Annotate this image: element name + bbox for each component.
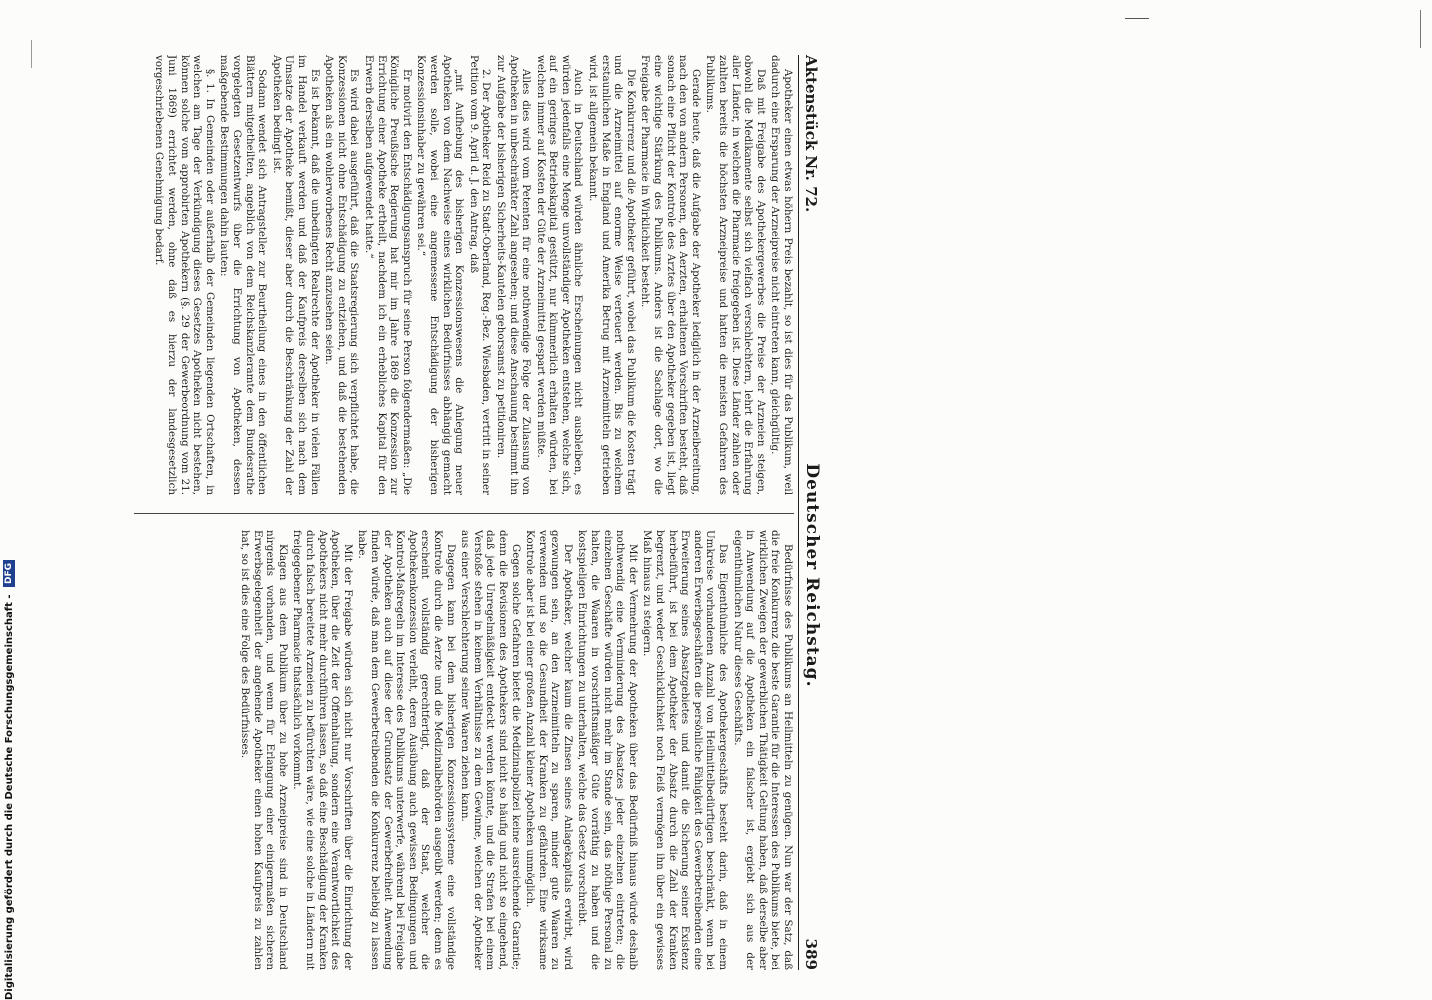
paragraph: Mit der Freigabe würden sich nicht nur Vorschriften über die Einrichtung der Apotheken, über die Zeit der Offenhaltung, sondern eine Verantwortlichkeit des Apothekers nicht mehr durchführen lassen, so daß eine Beschädigung der Kranken durch falsch bereitete Arzneien zu befürchten wäre, wie eine solche in Ländern mit freigegebener Pharmacie thatsächlich vorkommt. — [291, 530, 354, 970]
paragraph: Gegen solche Gefahren bietet die Medizinalpolizei keine ausreichende Garantie; denn die Revisionen des Apothekers sind nicht so häufig und nicht so eingehend, daß jede Unregelmäßigkeit entdeckt werden könnte, und die Strafen bei einem Verstoße stehen in keinem Verhältnisse zu dem Gewinne, welchen der Apotheker aus einer Verschlechterung seiner Waaren ziehen kann. — [459, 530, 522, 970]
paragraph: Apotheker einen etwas höhern Preis bezahlt, so ist dies für das Publikum, weil dadurch eine Ersparung der Arzneipreise nicht eintreten kann, gleichgültig. — [769, 55, 794, 495]
page-header — [798, 55, 830, 970]
paragraph: Bedürfnisse des Publikums an Heilmitteln zu genügen. Nun war der Satz, daß die freie Konkurrenz die beste Garantie für die Interessen des Publikums biete, bei wirklichen Zweigen der gewerblichen Thätigkeit Geltung haben, daß derselbe aber in Anwendung auf die Apotheken ein falscher ist, ergiebt sich aus der eigenthümlichen Natur dieses Geschäfts. — [731, 530, 794, 970]
scan-mark — [31, 40, 32, 68]
attachment-number: Aktenstück Nr. 72. — [802, 55, 820, 213]
paragraph: Er motivirt den Entschädigungsanspruch für seine Person folgendermaßen: „Die Königliche Preußische Regierung hat mir im Jahre 1869 die Konzession zur Errichtung einer Apotheke ertheilt, nachdem ich ein erhebliches Kapital für den Erwerb derselben aufgewendet hatte.“ — [363, 55, 413, 495]
paragraph: „mit Aufhebung des bisherigen Konzessionswesens die Anlegung neuer Apotheken von dem Nachweise eines wirklichen Bedürfnisses abhängig gemacht werden solle, wobei eine angemessene Entschädigung der bisherigen Konzessionsinhaber zu gewähren sei.“ — [415, 55, 466, 495]
paragraph: Gerade heute, daß die Aufgabe der Apotheker lediglich in der Arzneibereitung, nach den von andern Personen, den Aerzten, erhaltenen Vorschriften besteht, daß sonach eine Pflicht der Kontrole des Arztes über den Apotheker gegeben ist, liegt eine wichtige Stärkung des Publikums. Anders ist die Sachlage dort, wo die Freigabe der Pharmacie in Wirklichkeit besteht. — [639, 55, 702, 495]
rotated-page — [105, 55, 830, 970]
paragraph: Die Konkurrenz und die Apotheker geführt, wobei das Publikum die Kosten trägt und die Arzneimittel auf enorme Weise verteuert werden. Bis zu welchem erstaunlichen Maße in England und Amerika Betrug mit Arzneimitteln getrieben wird, ist allgemein bekannt. — [587, 55, 637, 495]
paragraph: 2. Der Apotheker Reid zu Stadt-Oberland, Reg.-Bez. Wiesbaden, vertritt in seiner Petition vom 9. April d. J. den Antrag, daß — [467, 55, 493, 495]
paragraph: Mit der Vermehrung der Apotheken über das Bedürfniß hinaus würde deshalb nothwendig eine Verminderung des Absatzes jeder einzelnen eintreten; die einzelnen Geschäfte würden nicht mehr im Stande sein, das nöthige Personal zu halten, die Waaren in vorschriftsmäßiger Güte vorräthig zu haben und die kostspieligen Einrichtungen zu unterhalten, welche das Gesetz vorschreibt. — [576, 530, 639, 970]
dfg-logo: DFG — [3, 560, 15, 587]
paragraph: Klagen aus dem Publikum über zu hohe Arzneipreise sind in Deutschland nirgends vorhanden, und wenn für Erlangung einer einigermaßen sicheren Erwerbsgelegenheit der angehende Apotheker einen hohen Kaufpreis zu zahlen hat, so ist dies eine Folge des Bedürfnisses. — [239, 530, 289, 970]
credit-text: Digitalisierung gefördert durch die Deutsche Forschungsgemeinschaft - — [4, 594, 15, 1000]
footer-credit — [0, 562, 20, 1000]
page-title: Deutscher Reichstag. — [802, 463, 822, 688]
paragraph: Das Eigenthümliche des Apothekergeschäfts besteht darin, daß in einem Umkreise vorhandenen Anzahl von Heilmittelbedürftigen beschränkt, wenn bei anderen Erwerbsgeschäften die persönliche Fähigkeit des Gewerbetreibenden eine Erweiterung seines Absatzgebietes und damit die Sicherung seiner Existenz herbeiführt, ist bei dem Apotheker der Absatz durch die Zahl der Kranken begrenzt, und weder Geschicklichkeit noch Fleiß vermögen ihn über ein gewisses Maß hinaus zu steigern. — [641, 530, 730, 970]
page-content — [105, 55, 830, 970]
paragraph: §. 1. In Gemeinden oder außerhalb der Gemeinden liegenden Ortschaften, in welchen am Tage der Verkündigung dieses Gesetzes Apotheken nicht bestehen, können solche vom approbirten Apothekern (§. 29 der Gewerbeordnung vom 21. Juni 1869) errichtet werden, ohne daß es hierzu der landesgesetzlich vorgeschriebenen Genehmigung bedarf. — [153, 55, 216, 495]
page-number: 389 — [802, 938, 820, 970]
paragraph: Es ist bekannt, daß die unbedingten Realrechte der Apotheker in vielen Fällen im Handel verkauft werden und daß der Kaufpreis derselben sich nach dem Umsatze der Apotheke bemißt, dieser aber durch die Beschränkung der Zahl der Apotheken bedingt ist. — [270, 55, 321, 495]
scan-mark — [1420, 10, 1421, 48]
paragraph: Daß mit Freigabe des Apothekergewerbes die Preise der Arzneien steigen, obwohl die Medikamente selbst sich vielfach verschlechtern, lehrt die Erfahrung aller Länder, in welchen die Pharmacie freigegeben ist. Diese Länder zahlen oder zahlten bereits die höchsten Arzneipreise und hatten die meisten Gefahren des Publikums. — [704, 55, 767, 495]
right-column — [104, 530, 794, 970]
footer-credit-text — [0, 562, 20, 1000]
scan-mark — [1125, 18, 1149, 19]
paragraph: Dagegen kann bei dem bisherigen Konzessionssysteme eine vollständige Kontrole durch die Aerzte und die Medizinalbehörden ausgeübt werden; denn es erscheint vollständig gerechtfertigt, daß der Staat, welcher die Apothekenkonzession verleiht, deren Ausübung auch gewissen Bedingungen und Kontrol-Maßregeln im Interesse des Publikums unterwerfe, während bei Freigabe der Apotheken auch auf diese der Grundsatz der Gewerbefreiheit Anwendung finden würde, daß man dem Gewerbetreibenden die Konkurrenz beliebig zu lassen habe. — [356, 530, 457, 970]
column-divider — [134, 513, 794, 514]
left-column — [104, 55, 794, 495]
paragraph: Der Apotheker, welcher kaum die Zinsen seines Anlagekapitals erwirbt, wird gezwungen sein, an den Arzneimitteln zu sparen, minder gute Waaren zu verwenden und so die Gesundheit der Kranken zu gefährden. Eine wirksame Kontrole aber ist bei einer großen Anzahl kleiner Apotheken unmöglich. — [524, 530, 574, 970]
paragraph: Es wird dabei ausgeführt, daß die Staatsregierung sich verpflichtet habe, die Konzessionen nicht ohne Entschädigung zu entziehen, und daß die bestehenden Apotheken als ein wohlerworbenes Recht anzusehen seien. — [323, 55, 361, 495]
paragraph: Alles dies wird vom Petenten für eine nothwendige Folge der Zulassung von Apotheken in unbeschränkter Zahl angesehen; und diese Anschauung bestimmt ihn zur Aufgabe der bisherigen Sicherheits-Kautelen gehorsamst zu petitioniren. — [494, 55, 533, 495]
paragraph: Auch in Deutschland würden ähnliche Erscheinungen nicht ausbleiben, es würden jedenfalls eine Menge unvollständiger Apotheken entstehen, welche sich, auf ein geringes Betriebskapital gestützt, nur kümmerlich erhalten würden, bei welchen immer auf Kosten der Güte der Arzneimittel gespart werden müßte. — [534, 55, 585, 495]
paragraph: Sodann wendet sich Antragsteller zur Beurtheilung eines in den öffentlichen Blättern mitgetheilten, angeblich von dem Reichskanzleramte dem Bundesrathe vorgelegten Gesetzentwurfs über die Errichtung von Apotheken, dessen maßgebende Bestimmungen dahin lauten: — [218, 55, 269, 495]
